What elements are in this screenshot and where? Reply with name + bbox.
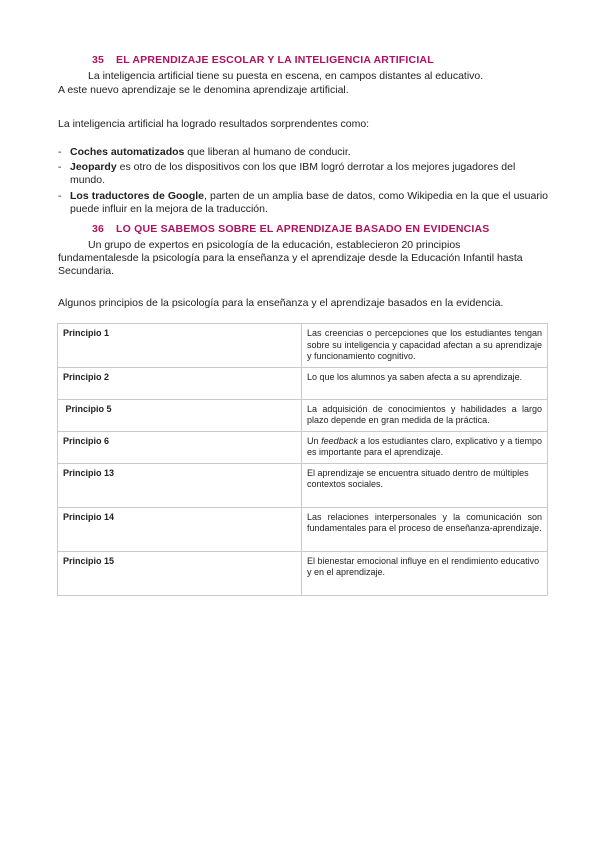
bullet-item bbox=[58, 161, 548, 187]
bullet-bold: Jeopardy bbox=[70, 161, 117, 173]
principle-name: Principio 1 bbox=[58, 324, 302, 368]
principle-name: Principio 14 bbox=[58, 507, 302, 551]
principle-description bbox=[302, 431, 548, 463]
evidence-paragraph: Un grupo de expertos en psicología de la educación, establecieron 20 principios fundamentalesde la psicología para la enseñanza y el aprendizaje desde la Educación Infantil hasta Secundaria. bbox=[58, 239, 523, 277]
table-row bbox=[58, 463, 548, 507]
principle-description: Las creencias o percepciones que los estudiantes tengan sobre su inteligencia y capacidad afectan a su aprendizaje y funcionamiento cognitivo. bbox=[302, 324, 548, 368]
section-35-number: 35 bbox=[92, 54, 105, 66]
principle-description: Las relaciones interpersonales y la comunicación son fundamentales para el proceso de enseñanza-aprendizaje. bbox=[302, 507, 548, 551]
principle-description: El bienestar emocional influye en el rendimiento educativo y en el aprendizaje. bbox=[302, 551, 548, 595]
section-36-number: 36 bbox=[92, 223, 105, 235]
principle-name: Principio 5 bbox=[58, 399, 302, 431]
bullet-bold: Coches automatizados bbox=[70, 146, 185, 158]
section-35-title: EL APRENDIZAJE ESCOLAR Y LA INTELIGENCIA ARTIFICIAL bbox=[116, 54, 434, 66]
principle-description: La adquisición de conocimientos y habilidades a largo plazo depende en gran medida de la práctica. bbox=[302, 399, 548, 431]
bullet-dash: - bbox=[58, 146, 62, 158]
principle-name: Principio 13 bbox=[58, 463, 302, 507]
description-pre: Un bbox=[307, 435, 322, 446]
section-36-heading bbox=[92, 223, 490, 235]
bullet-text: que liberan al humano de conducir. bbox=[184, 146, 351, 158]
table-row bbox=[58, 551, 548, 595]
bullet-dash: - bbox=[58, 190, 62, 202]
intro-line-2: A este nuevo aprendizaje se le denomina aprendizaje artificial. bbox=[58, 84, 349, 96]
principle-name: Principio 2 bbox=[58, 367, 302, 399]
table-row bbox=[58, 431, 548, 463]
table-row bbox=[58, 507, 548, 551]
table-row bbox=[58, 324, 548, 368]
table-row bbox=[58, 367, 548, 399]
bullet-text: es otro de los dispositivos con los que IBM logró derrotar a los mejores jugadores del mundo. bbox=[70, 161, 516, 186]
bullet-text: , parten de un amplia base de datos, como Wikipedia en la que el usuario puede influir en la mejora de la traducción. bbox=[70, 190, 549, 215]
bullet-dash: - bbox=[58, 161, 62, 173]
principle-description: Lo que los alumnos ya saben afecta a su aprendizaje. bbox=[302, 367, 548, 399]
table-row bbox=[58, 399, 548, 431]
bullet-bold: Los traductores de Google bbox=[70, 190, 205, 202]
principle-name: Principio 15 bbox=[58, 551, 302, 595]
description-emphasis: feedback bbox=[321, 435, 358, 446]
results-intro: La inteligencia artificial ha logrado resultados sorprendentes como: bbox=[58, 118, 370, 130]
principle-name: Principio 6 bbox=[58, 431, 302, 463]
intro-line-1: La inteligencia artificial tiene su puesta en escena, en campos distantes al educativo. bbox=[88, 70, 484, 82]
bullet-item bbox=[58, 190, 548, 216]
principle-description: El aprendizaje se encuentra situado dentro de múltiples contextos sociales. bbox=[302, 463, 548, 507]
section-36-title: LO QUE SABEMOS SOBRE EL APRENDIZAJE BASADO EN EVIDENCIAS bbox=[116, 223, 490, 235]
description-post: a los estudiantes claro, explicativo y a tiempo es importante para el aprendizaje. bbox=[307, 435, 543, 457]
table-intro: Algunos principios de la psicología para la enseñanza y el aprendizaje basados en la evidencia. bbox=[58, 297, 504, 309]
principles-table bbox=[57, 323, 548, 596]
bullet-item bbox=[58, 146, 548, 159]
section-35-heading bbox=[92, 54, 434, 66]
